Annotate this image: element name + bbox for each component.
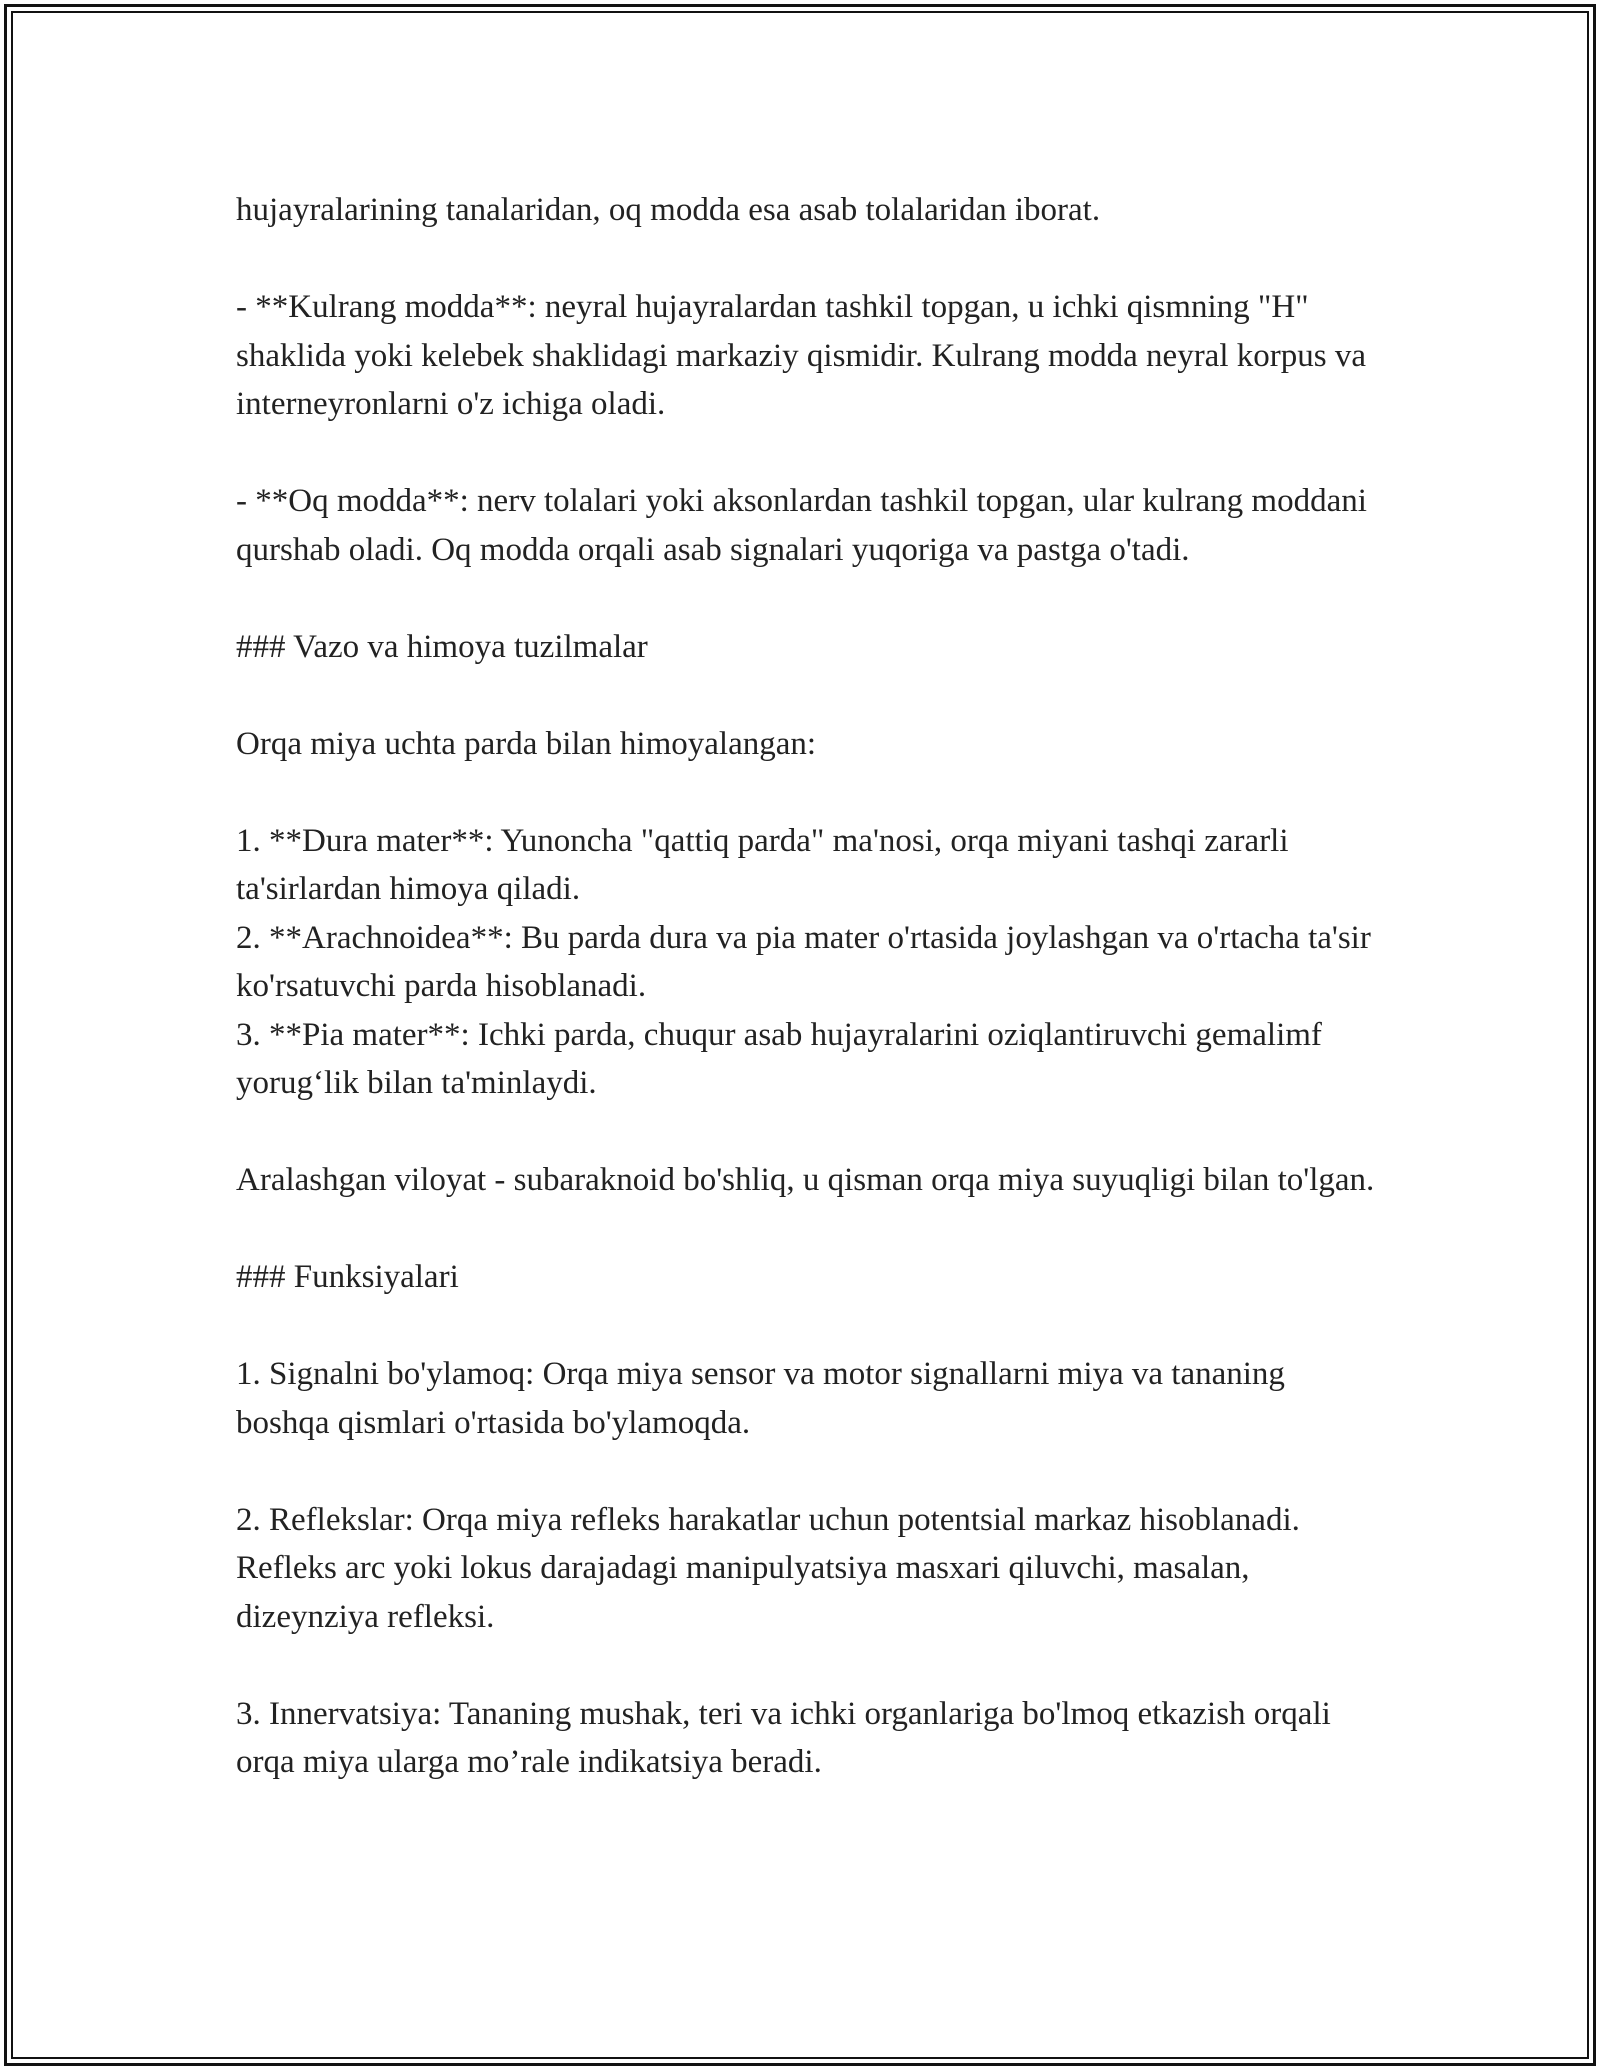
spacer	[236, 768, 1376, 817]
spacer	[236, 574, 1376, 623]
list-item-arachnoidea: 2. **Arachnoidea**: Bu parda dura va pia mater o'rtasida joylashgan va o'rtacha ta'sir ko'rsatuvchi parda hisoblanadi.	[236, 919, 1380, 1004]
spacer	[236, 1205, 1376, 1254]
list-item-pia-mater: 3. **Pia mater**: Ichki parda, chuqur asab hujayralarini oziqlantiruvchi gemalimf yorug‘lik bilan ta'minlaydi.	[236, 1016, 1331, 1101]
spacer	[236, 1108, 1376, 1157]
spacer	[236, 1447, 1376, 1496]
paragraph-function-reflexes: 2. Reflekslar: Orqa miya refleks harakatlar uchun potentsial markaz hisoblanadi. Refleks arc yoki lokus darajadagi manipulyatsiya masxari qiluvchi, masalan, dizeynziya refleksi.	[236, 1501, 1309, 1635]
section-heading-functions: ### Funksiyalari	[236, 1259, 459, 1295]
document-body	[236, 186, 1380, 1787]
paragraph-function-innervation: 3. Innervatsiya: Tananing mushak, teri va ichki organlariga bo'lmoq etkazish orqali orqa miya ularga mo’rale indikatsiya beradi.	[236, 1695, 1340, 1780]
paragraph-meninges-intro: Orqa miya uchta parda bilan himoyalangan:	[236, 725, 817, 762]
spacer	[236, 235, 1376, 284]
paragraph-intro: hujayralarining tanalaridan, oq modda esa asab tolalaridan iborat.	[236, 192, 1101, 228]
section-heading-protective-structures: ### Vazo va himoya tuzilmalar	[236, 628, 648, 665]
spacer	[236, 429, 1376, 478]
list-item-dura-mater: 1. **Dura mater**: Yunoncha "qattiq parda" ma'nosi, orqa miyani tashqi zararli ta'sirlardan himoya qiladi.	[236, 822, 1297, 907]
paragraph-subarachnoid-space: Aralashgan viloyat - subaraknoid bo'shliq, u qisman orqa miya suyuqligi bilan to'lgan.	[236, 1162, 1375, 1198]
paragraph-gray-matter: - **Kulrang modda**: neyral hujayralardan tashkil topgan, u ichki qismning "H" shaklida yoki kelebek shaklidagi markaziy qismidir. Kulrang modda neyral korpus va interneyronlarni o'z ichiga oladi.	[236, 289, 1375, 422]
paragraph-white-matter: - **Oq modda**: nerv tolalari yoki aksonlardan tashkil topgan, ular kulrang moddani qurshab oladi. Oq modda orqali asab signalari yuqoriga va pastga o'tadi.	[236, 483, 1376, 568]
spacer	[236, 671, 1376, 720]
spacer	[236, 1641, 1376, 1690]
paragraph-function-signal-conduction: 1. Signalni bo'ylamoq: Orqa miya sensor va motor signallarni miya va tananing boshqa qismlari o'rtasida bo'ylamoqda.	[236, 1356, 1294, 1441]
spacer	[236, 1302, 1376, 1351]
